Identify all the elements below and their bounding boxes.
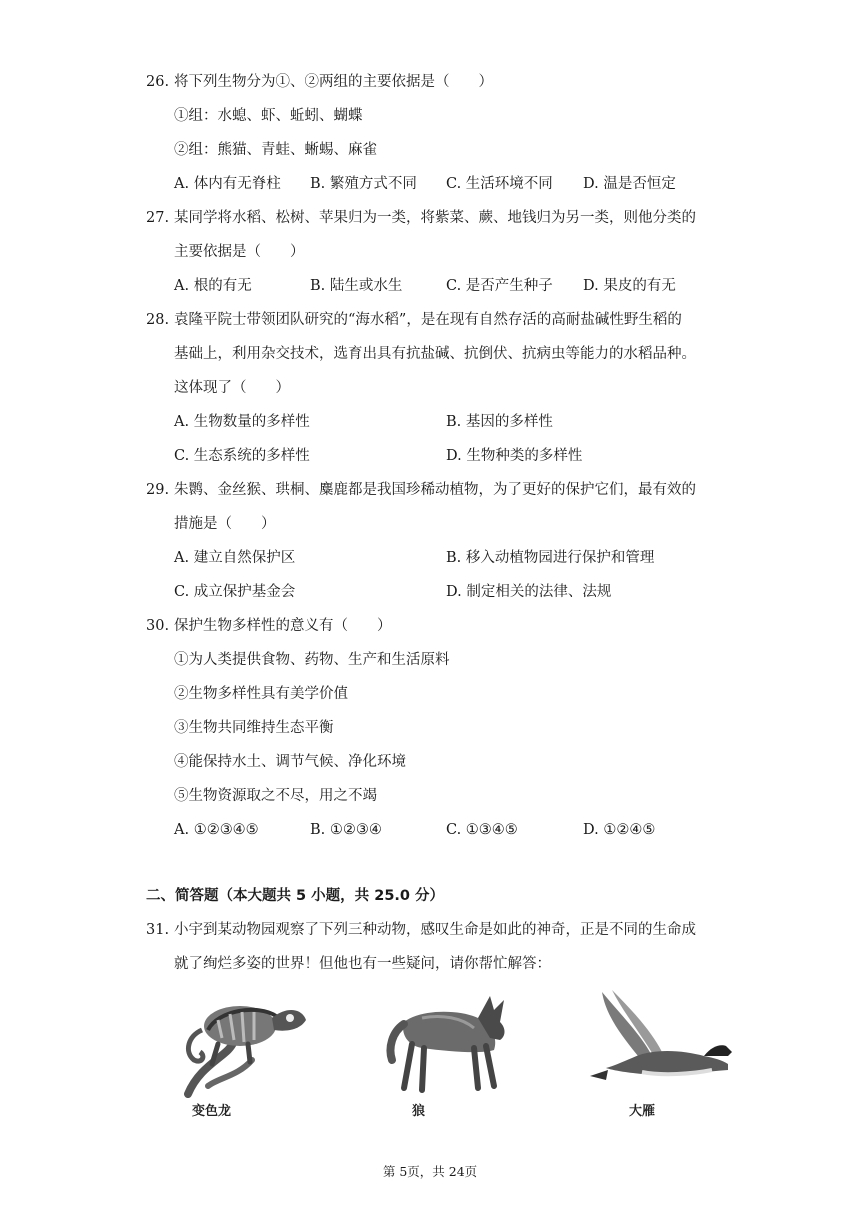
q26-group2: ②组：熊猫、青蛙、蜥蜴、麻雀 (174, 142, 377, 158)
q31-stem-line1: 小宇到某动物园观察了下列三种动物，感叹生命是如此的神奇，正是不同的生命成 (174, 922, 696, 938)
q30-item-4: ④能保持水土、调节气候、净化环境 (174, 754, 406, 770)
q27-stem-line1: 某同学将水稻、松树、苹果归为一类，将紫菜、蕨、地钱归为另一类，则他分类的 (174, 210, 696, 226)
q26-number: 26. (146, 74, 170, 90)
q28-number: 28. (146, 312, 170, 328)
q30-item-3: ③生物共同维持生态平衡 (174, 720, 334, 736)
q30-option-b: B. ①②③④ (310, 822, 382, 838)
q27-option-a: A. 根的有无 (174, 278, 252, 294)
q29-stem-line1: 朱鹮、金丝猴、珙桐、麋鹿都是我国珍稀动植物，为了更好的保护它们，最有效的 (174, 482, 696, 498)
q26-option-a: A. 体内有无脊柱 (174, 176, 281, 192)
q27-stem-line2: 主要依据是（ ） (174, 244, 305, 260)
wolf-image (382, 988, 514, 1096)
goose-image (582, 986, 734, 1094)
q29-stem-line2: 措施是（ ） (174, 516, 276, 532)
q30-item-2: ②生物多样性具有美学价值 (174, 686, 348, 702)
q26-stem: 将下列生物分为①、②两组的主要依据是（ ） (174, 74, 493, 90)
q30-option-a: A. ①②③④⑤ (174, 822, 259, 838)
q29-option-d: D. 制定相关的法律、法规 (446, 584, 612, 600)
q29-option-b: B. 移入动植物园进行保护和管理 (446, 550, 655, 566)
section-heading-short-answer: 二、简答题（本大题共 5 小题，共 25.0 分） (146, 888, 445, 904)
q28-option-d: D. 生物种类的多样性 (446, 448, 583, 464)
q30-option-c: C. ①③④⑤ (446, 822, 518, 838)
goose-caption: 大雁 (629, 1104, 656, 1119)
q31-number: 31. (146, 922, 170, 938)
q26-option-b: B. 繁殖方式不同 (310, 176, 417, 192)
q30-item-5: ⑤生物资源取之不尽，用之不竭 (174, 788, 377, 804)
q28-option-b: B. 基因的多样性 (446, 414, 553, 430)
chameleon-caption: 变色龙 (192, 1104, 232, 1119)
q27-option-c: C. 是否产生种子 (446, 278, 553, 294)
chameleon-image (178, 990, 310, 1098)
wolf-caption: 狼 (412, 1104, 426, 1119)
q28-stem-line2: 基础上，利用杂交技术，选育出具有抗盐碱、抗倒伏、抗病虫等能力的水稻品种。 (174, 346, 696, 362)
q26-option-d: D. 温是否恒定 (583, 176, 676, 192)
q29-option-a: A. 建立自然保护区 (174, 550, 296, 566)
q29-option-c: C. 成立保护基金会 (174, 584, 296, 600)
q27-number: 27. (146, 210, 170, 226)
q26-group1: ①组：水螅、虾、蚯蚓、蝴蝶 (174, 108, 363, 124)
q28-stem-line3: 这体现了（ ） (174, 380, 290, 396)
q28-stem-line1: 袁隆平院士带领团队研究的“海水稻”，是在现有自然存活的高耐盐碱性野生稻的 (174, 312, 682, 328)
q27-option-b: B. 陆生或水生 (310, 278, 403, 294)
q27-option-d: D. 果皮的有无 (583, 278, 676, 294)
q31-stem-line2: 就了绚烂多姿的世界！但他也有一些疑问，请你帮忙解答： (174, 956, 551, 972)
q30-item-1: ①为人类提供食物、药物、生产和生活原料 (174, 652, 450, 668)
q28-option-a: A. 生物数量的多样性 (174, 414, 310, 430)
q29-number: 29. (146, 482, 170, 498)
q30-option-d: D. ①②④⑤ (583, 822, 656, 838)
page-footer: 第 5页，共 24页 (382, 1164, 478, 1179)
q28-option-c: C. 生态系统的多样性 (174, 448, 310, 464)
q26-option-c: C. 生活环境不同 (446, 176, 553, 192)
q30-number: 30. (146, 618, 170, 634)
q30-stem: 保护生物多样性的意义有（ ） (174, 618, 392, 634)
